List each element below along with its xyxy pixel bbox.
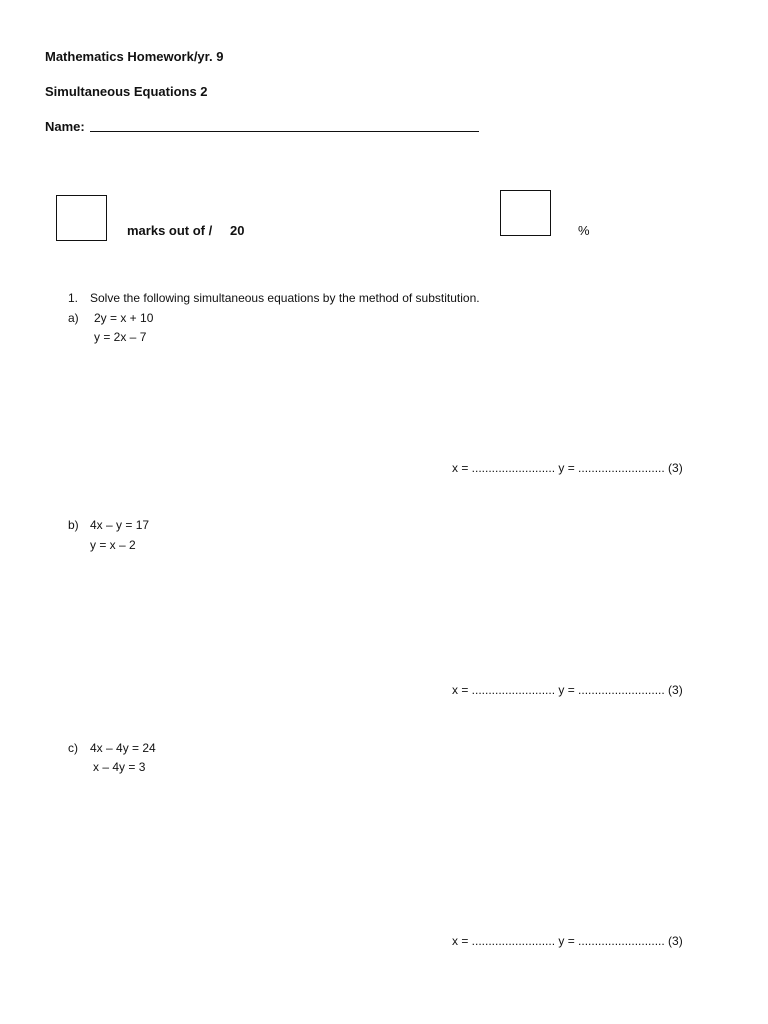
- marks-total: 20: [230, 223, 245, 238]
- part-b-label: b): [68, 518, 79, 532]
- percent-symbol: %: [578, 223, 590, 238]
- percent-box[interactable]: [500, 190, 551, 236]
- marks-out-of-label: marks out of /: [127, 223, 213, 238]
- part-b-equation-2: y = x – 2: [90, 538, 136, 552]
- part-a-equation-2: y = 2x – 7: [94, 330, 147, 344]
- name-label: Name:: [45, 119, 85, 134]
- question-instruction: Solve the following simultaneous equations by the method of substitution.: [90, 291, 480, 305]
- part-c-equation-2: x – 4y = 3: [93, 760, 146, 774]
- name-field[interactable]: [90, 131, 479, 132]
- worksheet-title: Mathematics Homework/yr. 9: [45, 49, 224, 64]
- part-c-equation-1: 4x – 4y = 24: [90, 741, 156, 755]
- worksheet-subtitle: Simultaneous Equations 2: [45, 84, 208, 99]
- question-number: 1.: [68, 291, 79, 305]
- marks-box[interactable]: [56, 195, 107, 241]
- part-c-answer-line[interactable]: x = ......................... y = .......................... (3): [452, 934, 683, 948]
- part-a-equation-1: 2y = x + 10: [94, 311, 154, 325]
- part-b-equation-1: 4x – y = 17: [90, 518, 150, 532]
- part-a-label: a): [68, 311, 79, 325]
- part-b-answer-line[interactable]: x = ......................... y = .......................... (3): [452, 683, 683, 697]
- part-c-label: c): [68, 741, 78, 755]
- part-a-answer-line[interactable]: x = ......................... y = .......................... (3): [452, 461, 683, 475]
